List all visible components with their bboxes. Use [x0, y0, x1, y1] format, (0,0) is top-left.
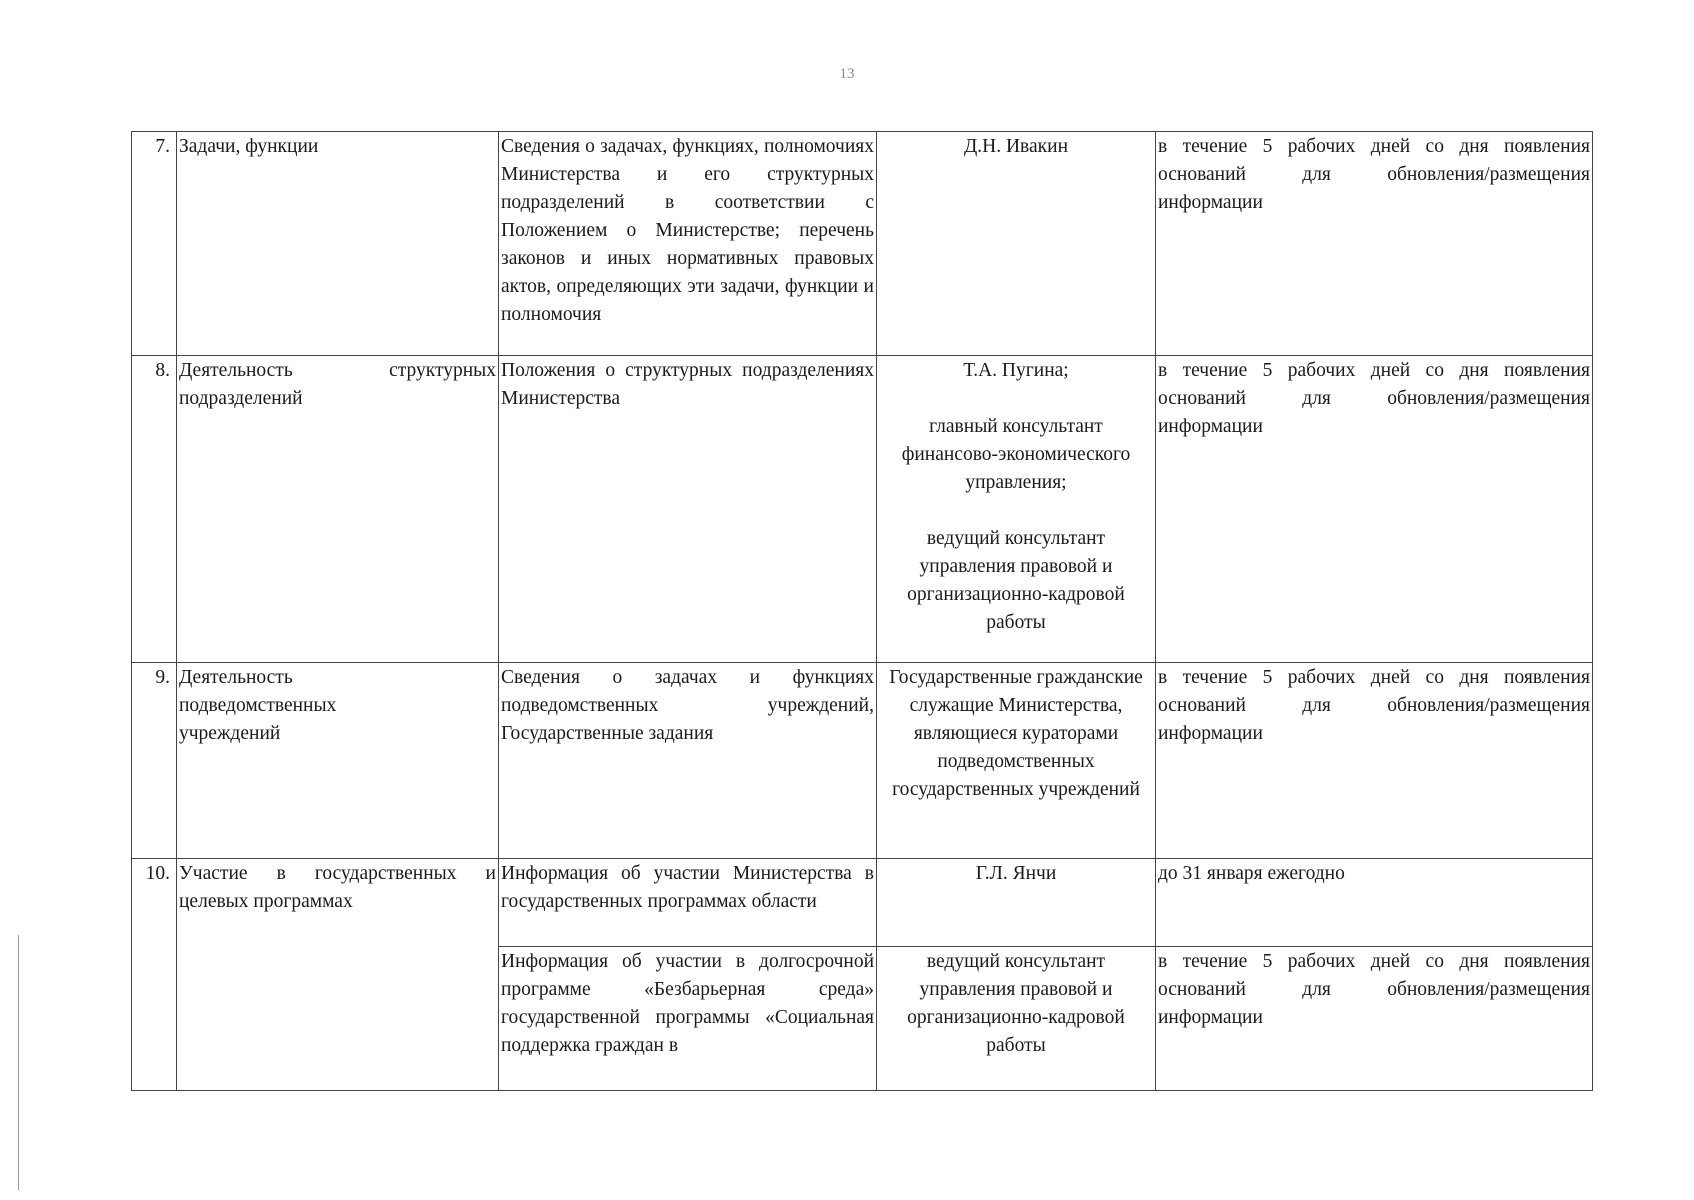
- content-description: Информация об участии Министерства в государственных программах области: [499, 859, 877, 947]
- section-name: Задачи, функции: [177, 132, 499, 356]
- table-row: [132, 663, 1593, 859]
- deadline: в течение 5 рабочих дней со дня появления оснований для обновления/размещения информации: [1156, 947, 1593, 1091]
- section-name: Деятельность структурных подразделений: [177, 356, 499, 663]
- deadline: в течение 5 рабочих дней со дня появления оснований для обновления/размещения информации: [1156, 356, 1593, 663]
- page-number: 13: [839, 66, 855, 82]
- content-description: Сведения о задачах, функциях, полномочиях Министерства и его структурных подразделений в соответствии с Положением о Министерстве; перечень законов и иных нормативных правовых актов, определяющих эти задачи, функции и полномочия: [499, 132, 877, 356]
- responsible-person: Государственные гражданские служащие Министерства, являющиеся кураторами подведомственных государственных учреждений: [877, 663, 1156, 859]
- deadline: в течение 5 рабочих дней со дня появления оснований для обновления/размещения информации: [1156, 132, 1593, 356]
- responsible-person: Т.А. Пугина;: [963, 360, 1069, 381]
- deadline: в течение 5 рабочих дней со дня появления оснований для обновления/размещения информации: [1156, 663, 1593, 859]
- deadline: до 31 января ежегодно: [1156, 859, 1593, 947]
- table-row: [132, 132, 1593, 356]
- spacer: [879, 385, 1153, 413]
- content-description: Сведения о задачах и функциях подведомственных учреждений, Государственные задания: [499, 663, 877, 859]
- scan-artifact-line: [18, 935, 19, 1190]
- responsible-position: ведущий консультант управления правовой и организационно-кадровой работы: [877, 947, 1156, 1091]
- responsible-cell: [877, 356, 1156, 663]
- content-description: Информация об участии в долгосрочной программе «Безбарьерная среда» государственной программы «Социальная поддержка граждан в: [499, 947, 877, 1091]
- row-number: 7.: [132, 132, 177, 356]
- row-number: 8.: [132, 356, 177, 663]
- section-name: Участие в государственных и целевых программах: [177, 859, 499, 1091]
- responsible-person: Г.Л. Янчи: [877, 859, 1156, 947]
- spacer: [879, 497, 1153, 525]
- information-disclosure-table: [131, 131, 1593, 1091]
- table-row: [132, 859, 1593, 947]
- responsible-person: Д.Н. Ивакин: [877, 132, 1156, 356]
- table-row: [132, 356, 1593, 663]
- responsible-position: ведущий консультант управления правовой и организационно-кадровой работы: [907, 528, 1125, 633]
- section-name: Деятельность подведомственных учреждений: [177, 663, 499, 859]
- responsible-position: главный консультант финансово-экономического управления;: [901, 416, 1131, 493]
- row-number: 10.: [132, 859, 177, 1091]
- content-description: Положения о структурных подразделениях Министерства: [499, 356, 877, 663]
- row-number: 9.: [132, 663, 177, 859]
